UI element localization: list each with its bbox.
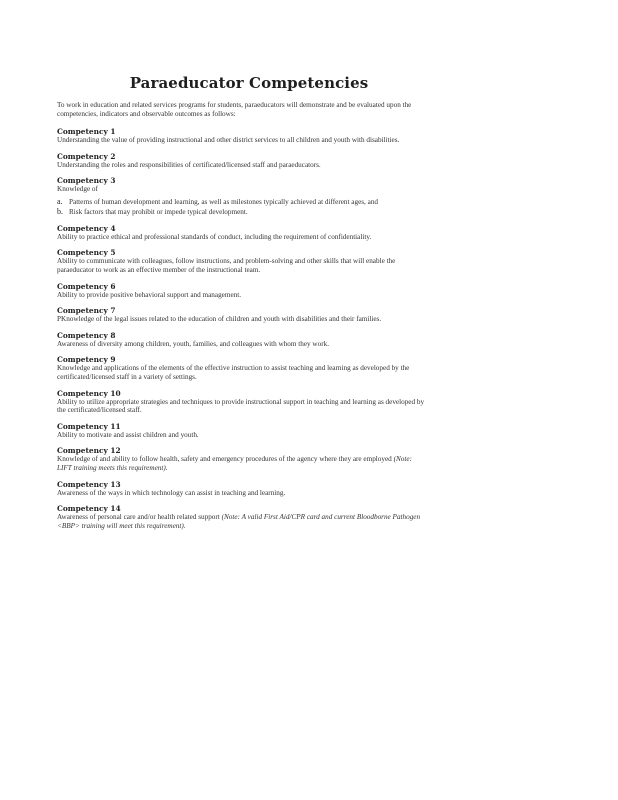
intro-paragraph: To work in education and related services programs for students, paraeducators will demonstrate and be evaluated upon the competencies, indicators and observable outcomes as follows: xyxy=(57,101,412,118)
competency-title: Competency 14 xyxy=(57,504,121,514)
list-marker: a. xyxy=(57,196,63,206)
competency-12 xyxy=(57,446,427,472)
competency-7 xyxy=(57,306,427,324)
list-item-text: Patterns of human development and learning, as well as milestones typically achieved at different ages, and xyxy=(69,197,379,206)
competency-title: Competency 10 xyxy=(57,388,121,398)
competency-title: Competency 12 xyxy=(57,446,121,456)
competency-title: Competency 6 xyxy=(57,281,116,291)
competency-text xyxy=(57,455,427,472)
competency-title: Competency 9 xyxy=(57,355,116,365)
competency-text: Ability to practice ethical and professional standards of conduct, including the requirement of confidentiality. xyxy=(57,232,372,241)
competency-text: Awareness of the ways in which technology can assist in teaching and learning. xyxy=(57,488,286,497)
competency-1 xyxy=(57,127,427,145)
competency-text: Knowledge and applications of the elements of the effective instruction to assist teaching and learning as developed by the certificated/licensed staff in a variety of settings. xyxy=(57,364,410,381)
competency-title: Competency 4 xyxy=(57,223,116,233)
competency-3 xyxy=(57,176,427,217)
competency-text: Knowledge of xyxy=(57,185,98,194)
competency-note: (Note: A valid First Aid/CPR card and current Bloodborne Pathogen <BBP> training will meet this requirement). xyxy=(57,513,421,530)
list-marker: b. xyxy=(57,206,63,216)
competency-text: Ability to communicate with colleagues, follow instructions, and problem-solving and other skills that will enable the paraeducator to work as an effective member of the instructional team. xyxy=(57,257,396,274)
competency-13 xyxy=(57,480,427,498)
competency-title: Competency 1 xyxy=(57,127,116,136)
competency-10 xyxy=(57,389,427,415)
competency-note: (Note: LIFT training meets this requirement). xyxy=(57,455,412,472)
page-title: Paraeducator Competencies xyxy=(129,74,369,92)
competency-text: Ability to provide positive behavioral support and management. xyxy=(57,290,242,299)
competency-8 xyxy=(57,331,427,349)
competency-text: Ability to motivate and assist children and youth. xyxy=(57,430,199,439)
competency-body: Awareness of personal care and/or health related support xyxy=(57,513,220,522)
competency-text: Ability to utilize appropriate strategies and techniques to provide instructional support in teaching and learning as developed by the certificated/licensed staff. xyxy=(57,397,425,415)
competency-body: Knowledge of and ability to follow health, safety and emergency procedures of the agency where they are employed xyxy=(57,455,392,464)
competency-title: Competency 5 xyxy=(57,248,116,258)
competency-4 xyxy=(57,224,427,242)
competency-title: Competency 8 xyxy=(57,330,116,340)
competency-5 xyxy=(57,248,427,274)
competency-6 xyxy=(57,282,427,300)
competency-11 xyxy=(57,422,427,440)
list-item-text: Risk factors that may prohibit or impede typical development. xyxy=(69,207,248,216)
competency-2 xyxy=(57,152,427,170)
competency-title: Competency 3 xyxy=(57,176,116,186)
competency-text: PKnowledge of the legal issues related to the education of children and youth with disabilities and their families. xyxy=(57,315,382,324)
competency-9 xyxy=(57,355,427,381)
competency-text xyxy=(57,513,427,530)
competency-title: Competency 2 xyxy=(57,151,116,161)
competency-text: Understanding the roles and responsibilities of certificated/licensed staff and paraeducators. xyxy=(57,160,321,169)
competency-14 xyxy=(57,504,427,530)
competency-title: Competency 7 xyxy=(57,306,116,316)
list-item xyxy=(57,207,427,217)
competency-title: Competency 13 xyxy=(57,479,121,489)
competency-sublist xyxy=(57,197,427,217)
competency-text: Understanding the value of providing instructional and other district services to all children and youth with disabilities. xyxy=(57,136,400,144)
competency-text: Awareness of diversity among children, youth, families, and colleagues with whom they work. xyxy=(57,339,330,348)
list-item xyxy=(57,197,427,207)
document-page xyxy=(57,74,427,537)
competency-title: Competency 11 xyxy=(57,421,121,431)
